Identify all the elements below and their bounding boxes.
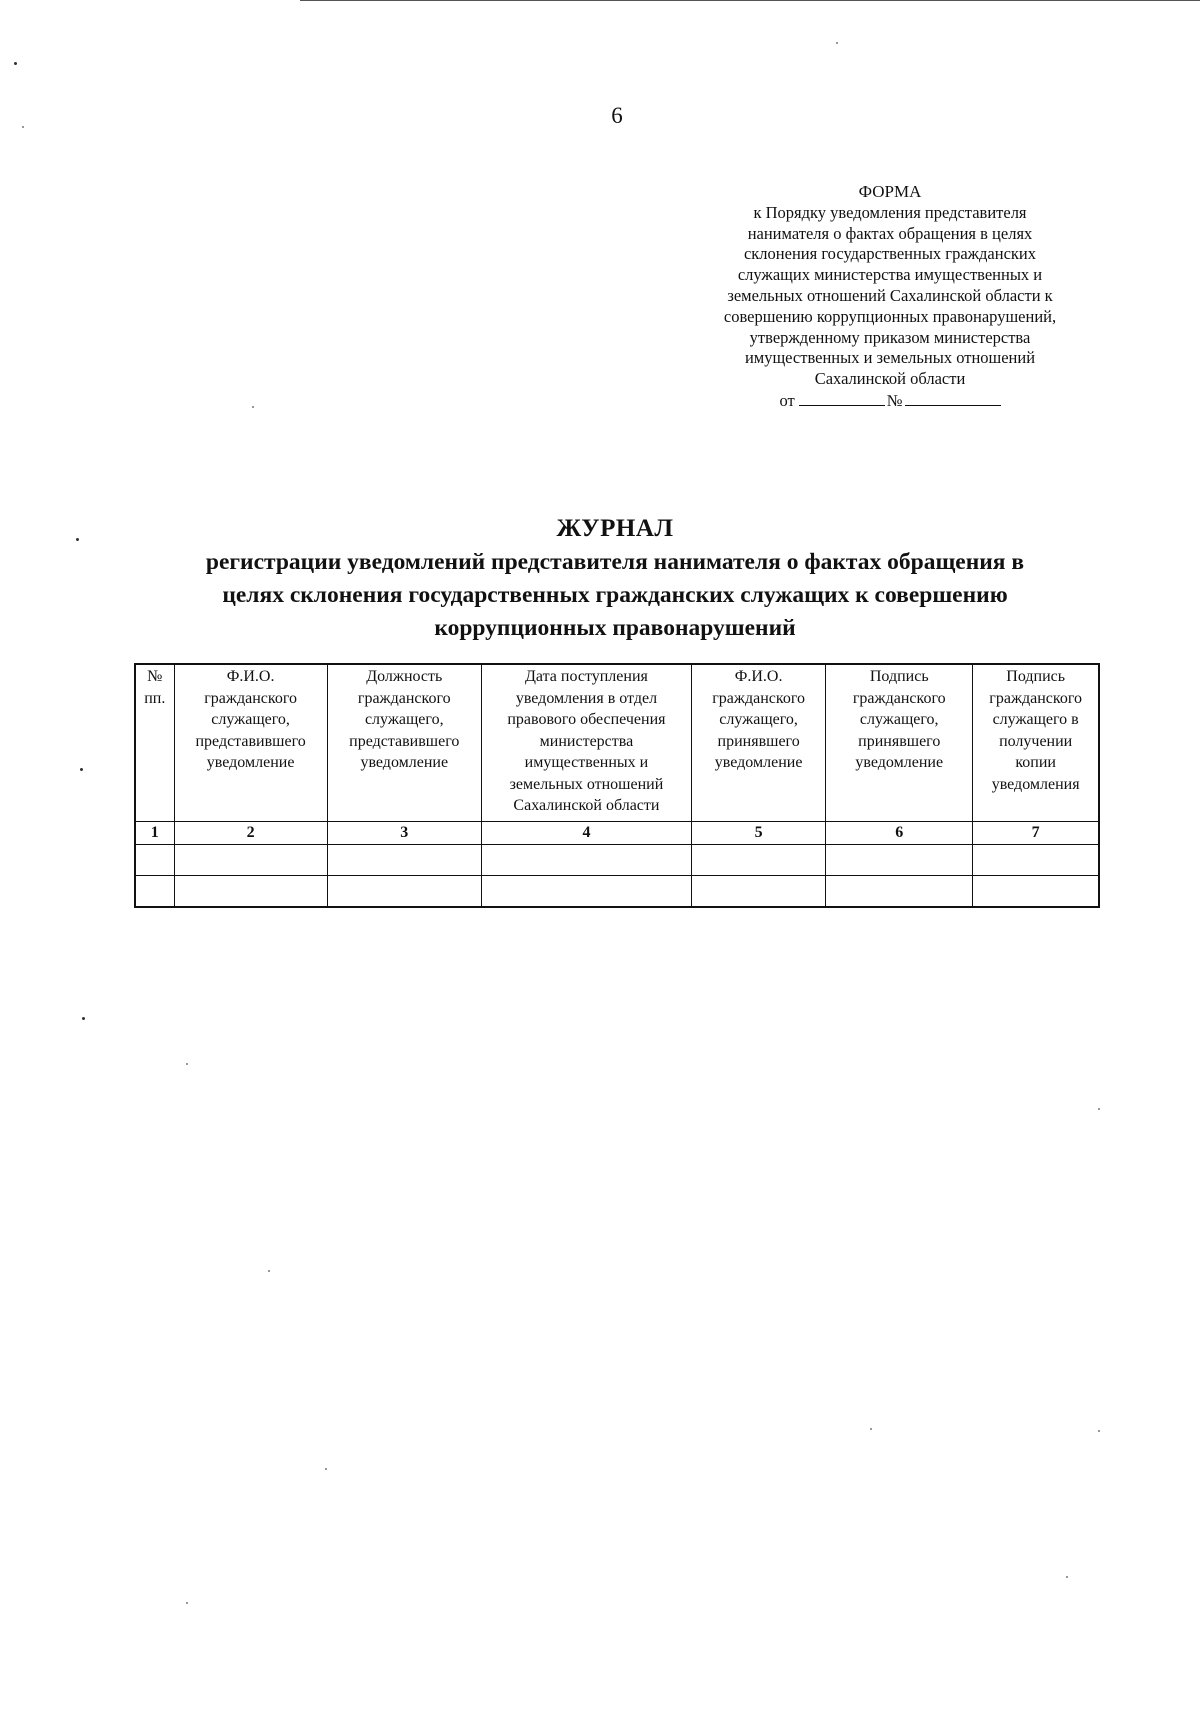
header-cell-line: Дата поступления [525,668,648,685]
column-number-cell: 7 [973,822,1099,845]
table-cell [327,845,481,876]
table-cell [973,876,1099,908]
journal-subtitle-line: коррупционных правонарушений [434,615,796,641]
header-cell-line: представившего [195,732,306,750]
scan-speck [186,1602,188,1604]
order-date-number-line [680,390,1100,412]
header-cell-line: служащего, [719,711,798,728]
table-cell [174,845,327,876]
table-cell [481,876,691,908]
header-cell-line: принявшего [717,732,800,750]
header-cell-number [135,664,174,822]
header-cell-receiver-signature [826,664,973,822]
header-cell-line: копии [1015,754,1056,771]
header-cell-line: уведомление [206,754,295,771]
header-cell-line: министерства [539,732,634,750]
journal-title: ЖУРНАЛ [556,515,674,542]
scan-speck [76,538,79,541]
header-cell-line: гражданского [989,689,1083,707]
number-sign: № [886,390,903,410]
header-cell-line: получении [999,732,1073,750]
header-cell-line: Ф.И.О. [734,668,783,685]
scan-speck [14,62,17,65]
header-cell-line: Подпись [1006,668,1066,685]
header-cell-line: гражданского [852,689,946,707]
table-cell [174,876,327,908]
form-header-line: земельных отношений Сахалинской области к [727,285,1053,305]
table-cell [826,845,973,876]
scan-speck [80,768,83,771]
scan-speck [1098,1108,1100,1110]
scan-speck [252,406,254,408]
header-cell-line: земельных отношений [509,775,664,793]
table-cell [826,876,973,908]
header-cell-line: Должность [366,668,443,685]
header-cell-receiver-name [692,664,826,822]
journal-title-block [130,512,1100,645]
header-cell-line: принявшего [858,732,941,750]
column-number-cell: 3 [327,822,481,845]
header-cell-line: пп. [144,689,166,707]
date-blank [799,390,885,406]
form-header [680,182,1100,412]
header-cell-line: служащего, [211,711,290,728]
column-number-cell: 4 [481,822,691,845]
header-cell-copy-receipt-signature [973,664,1099,822]
column-number-cell: 5 [692,822,826,845]
table-cell [135,845,174,876]
header-cell-line: Сахалинской области [513,797,660,814]
journal-subtitle-line: регистрации уведомлений представителя нанимателя о фактах обращения в [205,549,1025,575]
form-header-line: утвержденному приказом министерства [749,327,1031,347]
scan-speck [325,1468,327,1470]
table-cell [692,845,826,876]
top-edge-line [300,0,1200,1]
column-number-cell: 1 [135,822,174,845]
form-header-line: нанимателя о фактах обращения в целях [747,223,1033,243]
header-cell-submitter-name [174,664,327,822]
header-cell-line: служащего, [859,711,939,728]
header-cell-line: уведомления [991,775,1080,793]
table-cell [692,876,826,908]
table-cell [481,845,691,876]
header-cell-line: служащего в [992,711,1079,728]
table-header-row [135,664,1099,822]
header-cell-line: гражданского [712,689,805,707]
header-cell-line: правового обеспечения [507,711,666,728]
form-header-line: совершению коррупционных правонарушений, [723,306,1057,326]
table-cell [327,876,481,908]
header-cell-line: Подпись [869,668,929,685]
page-number: 6 [611,103,623,128]
form-header-line: Сахалинской области [814,369,966,389]
header-cell-line: служащего, [364,711,444,728]
form-header-line: к Порядку уведомления представителя [753,202,1027,222]
journal-subtitle-line: целях склонения государственных гражданских служащих к совершению [222,582,1008,608]
table-row [135,845,1099,876]
header-cell-line: уведомление [855,754,944,771]
table-row [135,876,1099,908]
scan-speck [82,1017,85,1020]
scan-speck [186,1063,188,1065]
column-number-cell: 6 [826,822,973,845]
form-header-line: склонения государственных гражданских [743,244,1037,264]
header-cell-line: уведомление [714,754,803,771]
header-cell-line: гражданского [204,689,297,707]
table-cell [135,876,174,908]
table-cell [973,845,1099,876]
scan-speck [870,1428,872,1430]
scan-speck [1066,1576,1068,1578]
scan-speck [22,126,24,128]
scan-speck [1098,1430,1100,1432]
header-cell-line: № [147,668,163,685]
header-cell-line: гражданского [357,689,451,707]
scan-speck [836,42,838,44]
header-cell-line: уведомление [360,754,449,771]
date-prefix: от [779,390,795,410]
header-cell-receipt-date [481,664,691,822]
column-number-cell: 2 [174,822,327,845]
header-cell-line: Ф.И.О. [226,668,275,685]
number-blank [905,390,1001,406]
header-cell-line: уведомления в отдел [515,689,658,707]
header-cell-line: имущественных и [524,754,649,771]
scan-speck [268,1270,270,1272]
registration-journal-table [134,663,1100,908]
form-header-line: имущественных и земельных отношений [744,348,1036,368]
form-header-title: ФОРМА [858,182,922,201]
form-header-line: служащих министерства имущественных и [737,265,1043,285]
column-number-row [135,822,1099,845]
header-cell-line: представившего [349,732,460,750]
header-cell-submitter-position [327,664,481,822]
